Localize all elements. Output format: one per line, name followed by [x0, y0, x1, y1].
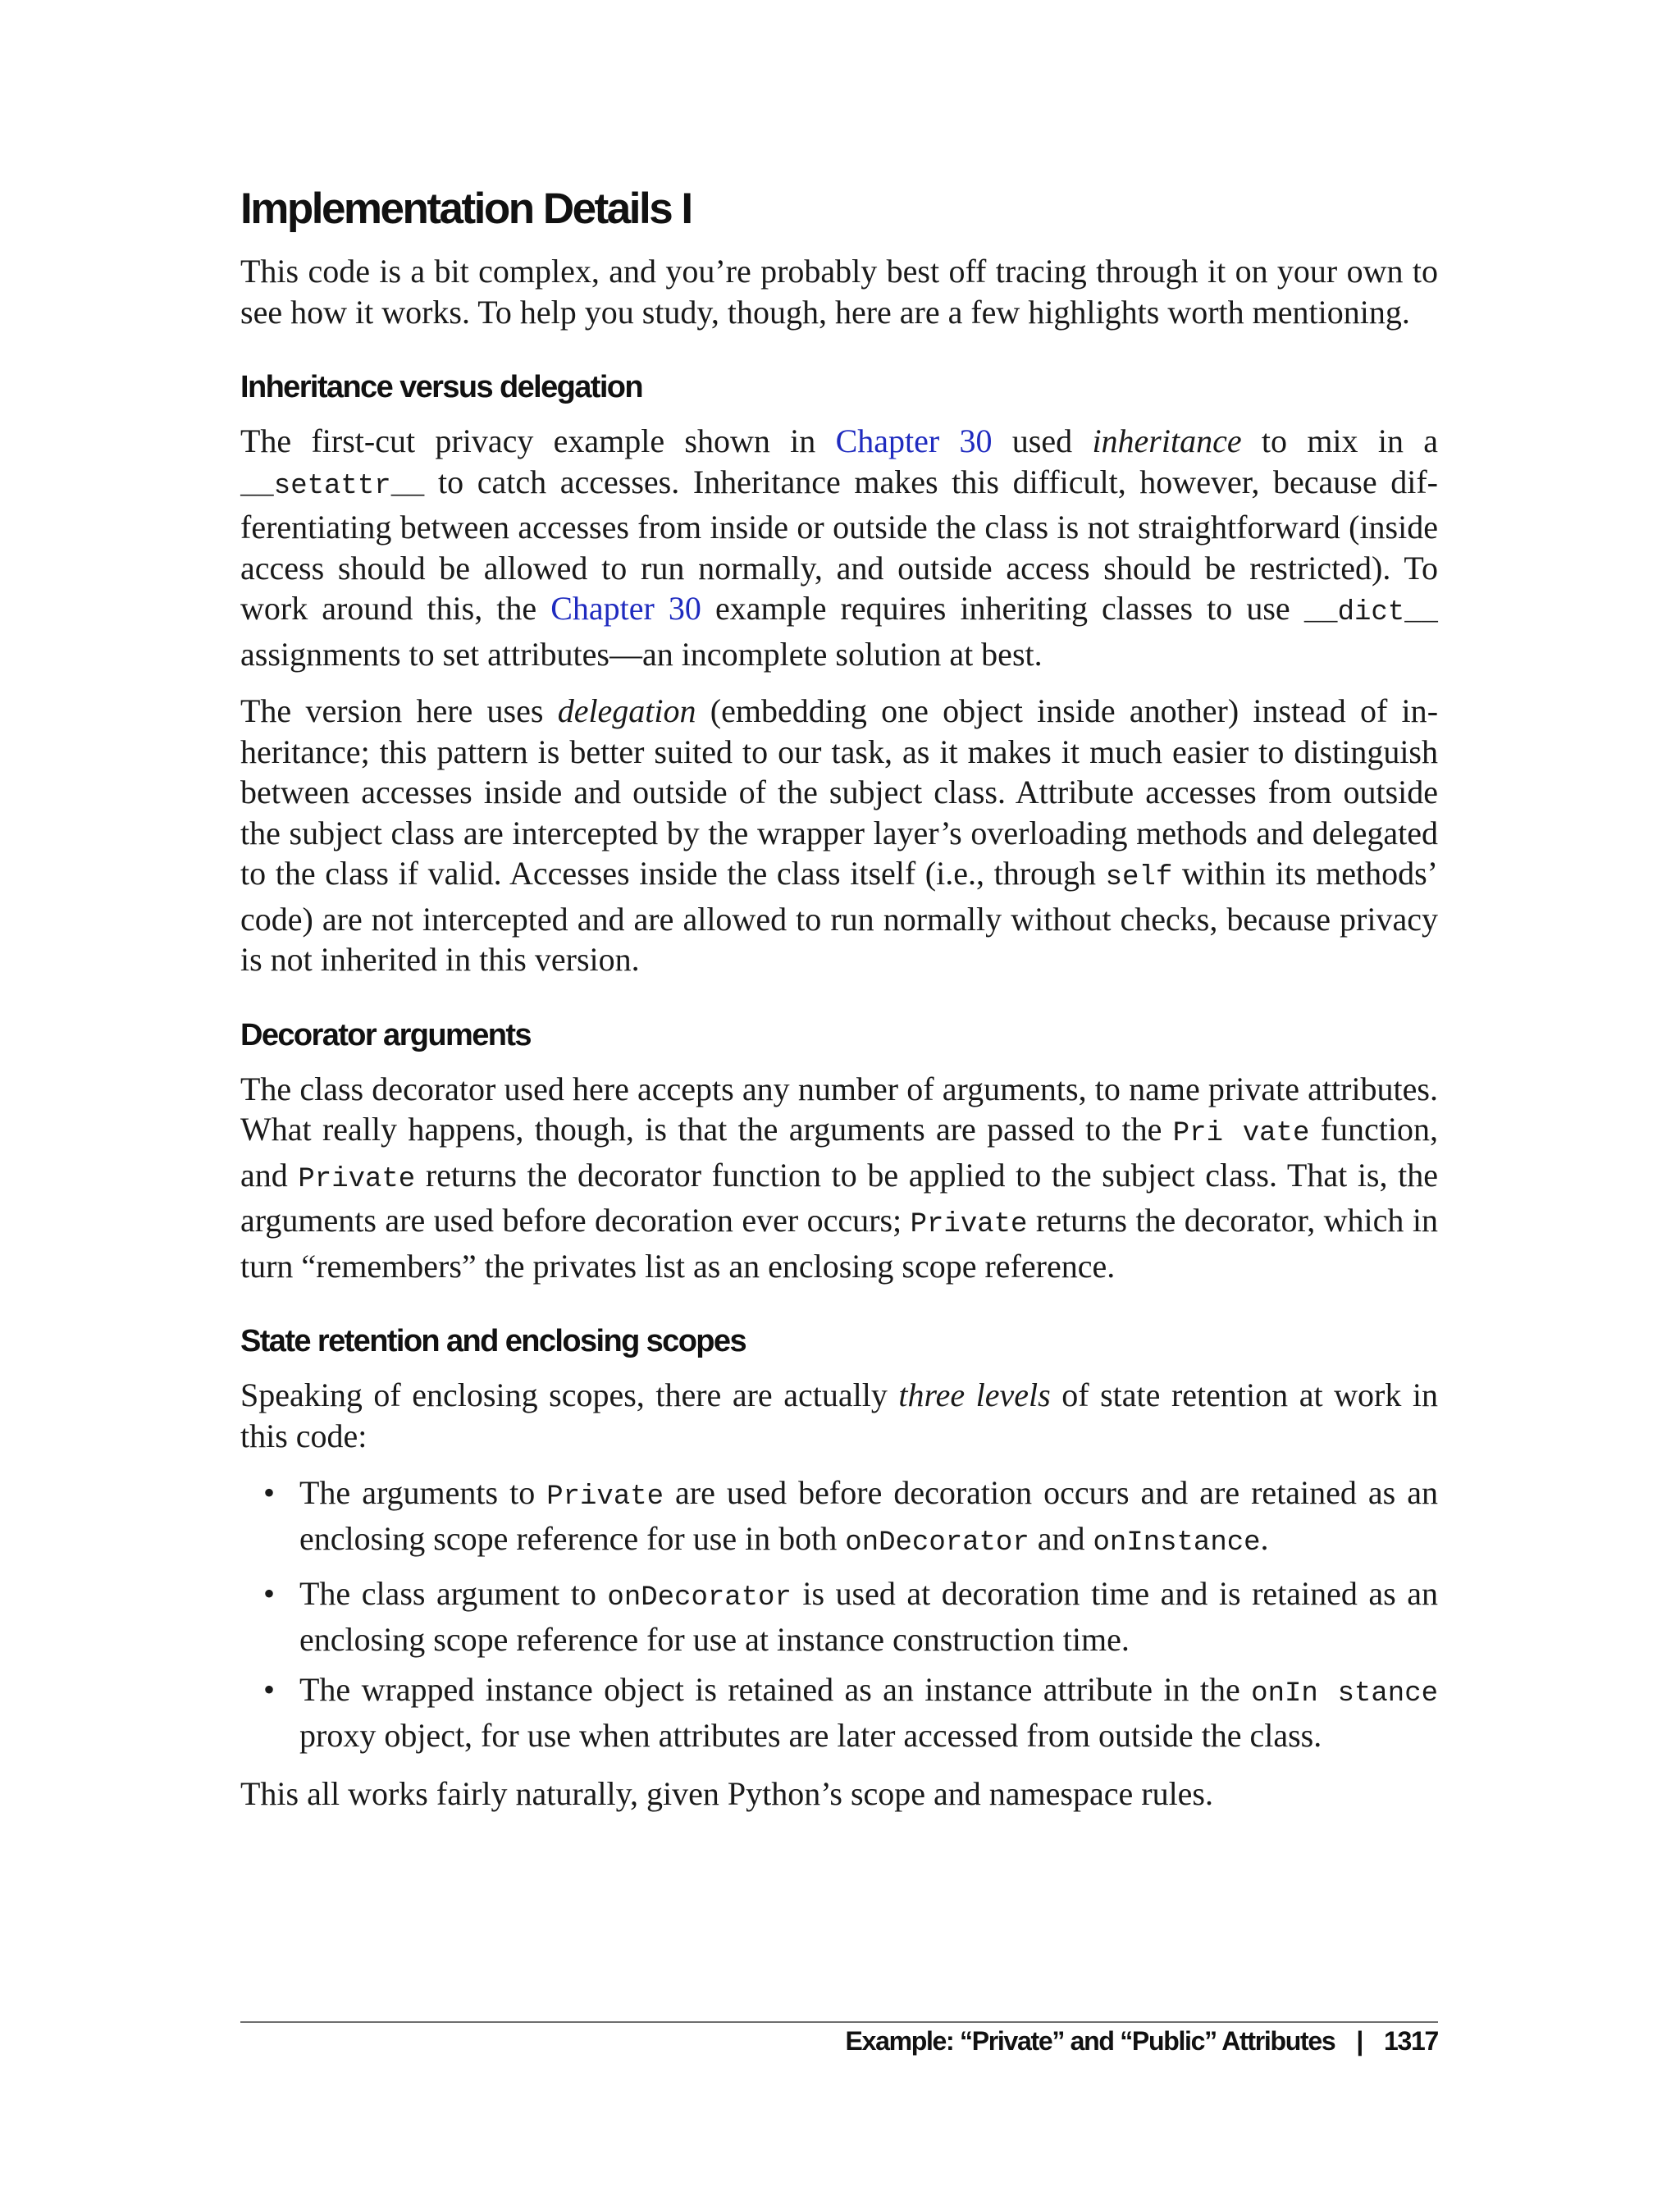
footer-divider [240, 2021, 1438, 2023]
footer-section-title: Example: “Private” and “Public” Attributes [845, 2026, 1335, 2056]
footer-separator: | [1356, 2026, 1363, 2056]
page-number: 1317 [1384, 2026, 1438, 2056]
code-self: self [1105, 862, 1173, 893]
subheading-inheritance: Inheritance versus delegation [240, 370, 642, 404]
code-dict: __dict__ [1303, 597, 1438, 628]
chapter-30-link[interactable]: Chapter 30 [550, 590, 701, 627]
code-private-split: Pri vate [1172, 1118, 1310, 1149]
chapter-30-link[interactable]: Chapter 30 [835, 422, 993, 459]
list-item: • The arguments to Private are used before decoration occurs and are retained as an enclosing scope reference for use in both onDecorator and onInstance. [263, 1474, 1438, 1559]
intro-paragraph: This code is a bit complex, and you’re probably best off tracing through it on your own to see how it works. To help you study, though, here are a few highlights worth mentioning. [240, 253, 1438, 331]
state-retention-list [240, 1472, 1438, 1755]
list-item: • The class argument to onDecorator is used at decoration time and is retained as an enclosing scope reference for use at instance construction time. [263, 1575, 1439, 1658]
closing-paragraph: This all works fairly naturally, given Python’s scope and namespace rules. [240, 1775, 1213, 1812]
page-content [240, 179, 1438, 1831]
running-footer [846, 2026, 1438, 2057]
section-title: Implementation Details I [240, 185, 692, 233]
decorator-paragraph: The class decorator used here accepts any number of arguments, to name private attributes. What really happens, though, is that the arguments are passed to the Pri vate function, and Private returns the decorator function to be applied to the subject class. That is, the arguments are used before decoration ever occurs; Private returns the decorator, which in turn “remembers” the privates list as an enclosing scope reference. [240, 1070, 1438, 1285]
code-private: Private [910, 1209, 1028, 1240]
code-setattr: __setattr__ [240, 470, 425, 502]
bullet-icon: • [263, 1474, 276, 1511]
state-paragraph: Speaking of enclosing scopes, there are actually three levels of state retention at work in this code: [240, 1376, 1438, 1454]
subheading-state-retention: State retention and enclosing scopes [240, 1324, 746, 1358]
subheading-decorator-arguments: Decorator arguments [240, 1017, 531, 1052]
bullet-icon: • [263, 1575, 276, 1612]
bullet-icon: • [263, 1671, 276, 1708]
list-item: • The wrapped instance object is retained as an instance attribute in the onIn stance proxy object, for use when attributes are later accessed from outside the class. [263, 1671, 1439, 1754]
inheritance-paragraph-1: The first-cut privacy example shown in Chapter 30 used inheritance to mix in a __setattr__ to catch accesses. Inheritance makes this difficult, however, because differentiating between accesses from inside or outside the class is not straightforward (inside access should be allowed to run normally, and outside access should be restricted). To work around this, the Chapter 30 example requires inheriting classes to use __dict__ assignments to set attributes—an incomplete solution at best. [240, 422, 1438, 673]
code-private: Private [298, 1163, 416, 1195]
inheritance-paragraph-2: The version here uses delegation (embedding one object inside another) instead of inheritance; this pattern is better suited to our task, as it makes it much easier to distinguish between accesses inside and outside of the subject class. Attribute accesses from outside the subject class are intercepted by the wrapper layer’s overloading methods and delegated to the class if valid. Accesses inside the class itself (i.e., through self within its methods’ code) are not intercepted and are allowed to run normally without checks, because privacy is not inherited in this version. [240, 692, 1439, 978]
